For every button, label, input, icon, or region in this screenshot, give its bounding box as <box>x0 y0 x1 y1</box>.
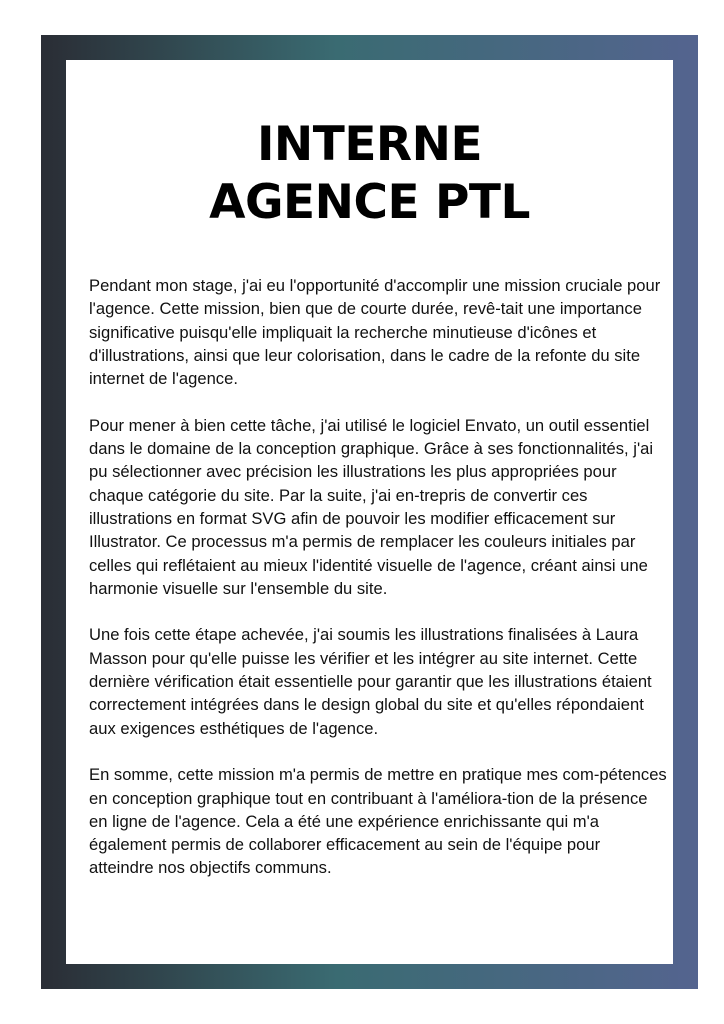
document-sheet <box>66 60 673 964</box>
title-line-1: INTERNE <box>256 117 483 172</box>
paragraph-3: Une fois cette étape achevée, j'ai soumis les illustrations finalisées à Laura Masson pour qu'elle puisse les vérifier et les intégrer au site internet. Cette dernière vérification était essentielle pour garantir que les illustrations étaient correctement intégrées dans le design global du site et qu'elles répondaient aux exigences esthétiques de l'agence. <box>89 625 652 738</box>
paragraph-2: Pour mener à bien cette tâche, j'ai utilisé le logiciel Envato, un outil essentiel dans le domaine de la conception graphique. Grâce à ses fonctionnalités, j'ai pu sélectionner avec précision les illustrations les plus appropriées pour chaque catégorie du site. Par la suite, j'ai en-trepris de convertir ces illustrations en format SVG afin de pouvoir les modifier efficacement sur Illustrator. Ce processus m'a permis de remplacer les couleurs initiales par celles qui reflétaient au mieux l'identité visuelle de l'agence, créant ainsi une harmonie visuelle sur l'ensemble du site. <box>89 415 654 598</box>
paragraph-4: En somme, cette mission m'a permis de mettre en pratique mes com-pétences en conception graphique tout en contribuant à l'améliora-tion de la présence en ligne de l'agence. Cela a été une expérience enrichissante qui m'a également permis de collaborer efficacement au sein de l'équipe pour atteindre nos objectifs communs. <box>89 765 667 878</box>
page-title <box>66 116 673 232</box>
title-line-2: AGENCE PTL <box>209 175 530 230</box>
document-body <box>89 274 669 903</box>
paragraph-1: Pendant mon stage, j'ai eu l'opportunité d'accomplir une mission cruciale pour l'agence. Cette mission, bien que de courte durée, revê-tait une importance significative puisqu'elle impliquait la recherche minutieuse d'icônes et d'illustrations, ainsi que leur colorisation, dans le cadre de la refonte du site internet de l'agence. <box>89 276 661 389</box>
